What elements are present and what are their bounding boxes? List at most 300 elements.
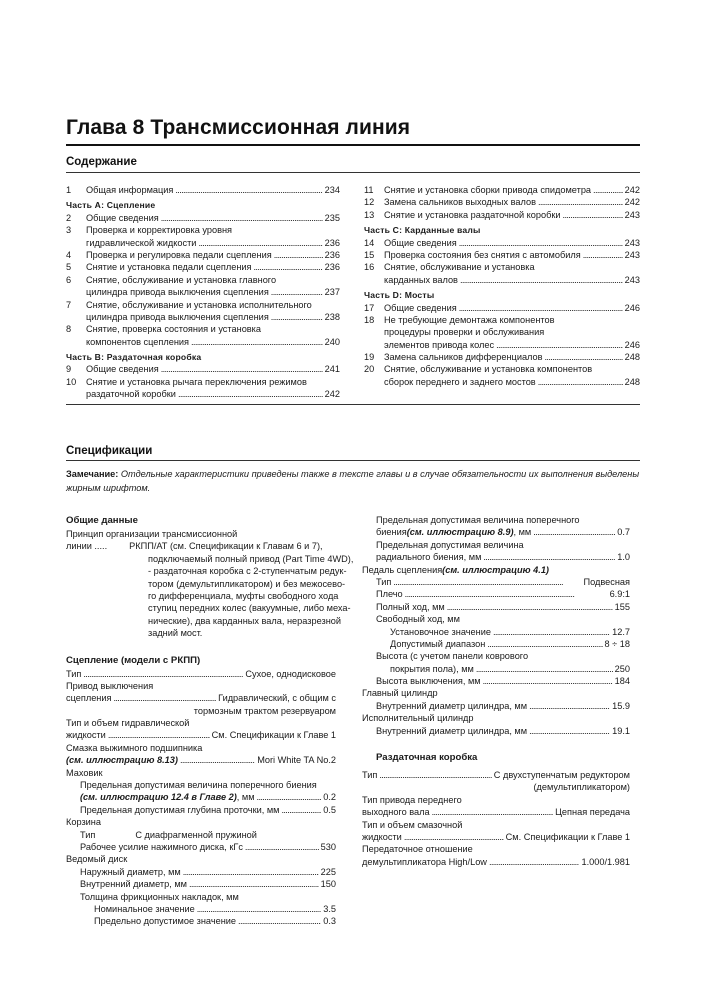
spec-label: Тип bbox=[362, 770, 378, 781]
toc-text: Общие сведения bbox=[86, 212, 159, 223]
toc-line bbox=[364, 302, 640, 314]
spec-leader bbox=[432, 806, 554, 818]
toc-number: 7 bbox=[66, 299, 72, 310]
toc-number: 16 bbox=[364, 262, 375, 273]
spec-leader bbox=[114, 692, 217, 704]
spec-label: Полный ход, мм bbox=[376, 601, 445, 612]
toc-line bbox=[66, 388, 340, 400]
toc-page: 235 bbox=[324, 212, 340, 223]
toc-leader bbox=[198, 237, 322, 249]
spec-leader bbox=[83, 668, 243, 680]
spec-label: покрытия пола), мм bbox=[390, 663, 474, 674]
toc-page: 240 bbox=[324, 336, 340, 347]
toc-entry bbox=[86, 212, 340, 224]
toc-entry bbox=[384, 351, 640, 363]
spec-text: Маховик bbox=[66, 767, 103, 778]
spec-value: подключаемый полный привод (Part Time 4WD), bbox=[148, 553, 354, 564]
spec-leader bbox=[489, 856, 580, 868]
spec-label: Рабочее усилие нажимного диска, кГс bbox=[80, 841, 243, 852]
spec-leader bbox=[189, 878, 319, 890]
contents-bottom-rule bbox=[66, 404, 640, 405]
spec-label: линии ..... bbox=[66, 541, 108, 552]
spec-label: жидкости bbox=[66, 730, 106, 741]
toc-page: 238 bbox=[324, 311, 340, 322]
spec-label: Внутренний диаметр цилиндра, мм bbox=[376, 700, 528, 711]
spec-label: (см. иллюстрацию 8.13) bbox=[66, 755, 178, 766]
spec-row bbox=[362, 663, 630, 675]
spec-row bbox=[66, 692, 336, 704]
toc-line bbox=[66, 184, 340, 196]
toc-page: 236 bbox=[324, 262, 340, 273]
toc-entry bbox=[384, 302, 640, 314]
spec-value: Цепная передача bbox=[555, 807, 630, 818]
toc-leader bbox=[538, 376, 623, 388]
toc-page: 243 bbox=[624, 237, 640, 248]
toc-number: 11 bbox=[364, 185, 374, 195]
toc-leader bbox=[459, 302, 623, 314]
spec-label: демультипликатора High/Low bbox=[362, 856, 487, 867]
spec-value: 250 bbox=[614, 663, 630, 674]
toc-text: элементов привода колес bbox=[384, 339, 495, 350]
toc-entry bbox=[384, 249, 640, 261]
toc-leader bbox=[538, 196, 623, 208]
toc-entry bbox=[86, 261, 340, 273]
toc-leader bbox=[175, 184, 322, 196]
spec-label: сцепления bbox=[66, 693, 112, 704]
toc-page: 236 bbox=[324, 237, 340, 248]
spec-label: жидкости bbox=[362, 831, 402, 842]
toc-line bbox=[66, 311, 340, 323]
spec-row bbox=[362, 675, 630, 687]
toc-line bbox=[364, 339, 640, 351]
toc-number: 12 bbox=[364, 197, 375, 208]
spec-value: Подвесная bbox=[583, 576, 630, 587]
spec-row bbox=[66, 866, 336, 878]
toc-text: сборок переднего и заднего мостов bbox=[384, 376, 536, 387]
toc-entry bbox=[384, 184, 640, 196]
specs-right-column bbox=[362, 514, 630, 868]
spec-label: Внутренний диаметр цилиндра, мм bbox=[376, 725, 528, 736]
spec-label: Плечо bbox=[376, 589, 403, 600]
spec-text-cont bbox=[66, 590, 339, 602]
toc-entry bbox=[384, 196, 640, 208]
spec-leader bbox=[180, 754, 255, 766]
toc-text: Снятие и установка рычага переключения режимов bbox=[86, 376, 307, 387]
toc-line bbox=[66, 376, 340, 388]
spec-leader bbox=[197, 903, 321, 915]
spec-row bbox=[362, 700, 630, 712]
toc-part-heading: Часть В: Раздаточная коробка bbox=[66, 352, 202, 363]
toc-text: Общие сведения bbox=[86, 364, 159, 375]
toc-line bbox=[66, 274, 340, 286]
spec-value: Сухое, однодисковое bbox=[245, 668, 336, 679]
toc-number: 17 bbox=[364, 302, 375, 313]
toc-number: 5 bbox=[66, 262, 72, 273]
toc-leader bbox=[459, 237, 623, 249]
spec-text: Исполнительный цилиндр bbox=[362, 713, 474, 724]
toc-line bbox=[66, 212, 340, 224]
spec-row bbox=[362, 806, 630, 818]
spec-label: Предельная допустимая глубина проточки, мм bbox=[80, 804, 280, 815]
spec-text: Принцип организации трансмиссионной bbox=[66, 529, 238, 539]
spec-leader bbox=[393, 576, 581, 588]
spec-label: (см. иллюстрацию 12.4 в Главе 2) bbox=[80, 792, 237, 803]
toc-line bbox=[364, 314, 640, 326]
spec-value: задний мост. bbox=[148, 628, 203, 639]
spec-row bbox=[66, 668, 336, 680]
spec-row bbox=[362, 831, 630, 843]
spec-leader bbox=[404, 831, 504, 843]
spec-leader bbox=[245, 841, 319, 853]
toc-number: 1 bbox=[66, 185, 72, 195]
spec-value: 0.7 bbox=[617, 527, 630, 538]
spec-text-cont bbox=[66, 578, 346, 590]
note-label: Замечание: bbox=[66, 469, 119, 479]
spec-row bbox=[66, 804, 336, 816]
spec-value: См. Спецификации к Главе 1 bbox=[505, 831, 630, 842]
toc-number: 8 bbox=[66, 324, 72, 335]
spec-unit: , мм bbox=[513, 527, 532, 538]
toc-entry bbox=[86, 336, 340, 348]
toc-line bbox=[66, 336, 340, 348]
spec-leader bbox=[405, 588, 608, 600]
toc-text: Проверка и регулировка педали сцепления bbox=[86, 249, 272, 260]
specs-note bbox=[66, 467, 640, 495]
toc-line bbox=[364, 237, 640, 249]
toc-right-column bbox=[364, 184, 640, 388]
spec-text-cont bbox=[66, 553, 354, 565]
spec-row bbox=[66, 729, 336, 741]
toc-line bbox=[66, 224, 340, 236]
toc-text: Общие сведения bbox=[384, 302, 457, 313]
spec-row bbox=[362, 769, 630, 781]
toc-text: Проверка и корректировка уровня bbox=[86, 225, 233, 236]
toc-text: Общая информация bbox=[86, 185, 174, 195]
spec-label: Установочное значение bbox=[390, 626, 491, 637]
spec-group-heading: Общие данные bbox=[66, 515, 138, 526]
spec-label: Допустимый диапазон bbox=[390, 638, 486, 649]
spec-leader bbox=[108, 729, 210, 741]
toc-line bbox=[66, 286, 340, 298]
spec-value: 530 bbox=[320, 841, 336, 852]
spec-leader bbox=[257, 791, 322, 803]
toc-line bbox=[364, 363, 640, 375]
chapter-title: Глава 8 Трансмиссионная линия bbox=[66, 116, 411, 139]
toc-text: карданных валов bbox=[384, 274, 458, 285]
toc-entry bbox=[86, 237, 340, 249]
toc-number: 10 bbox=[66, 376, 77, 387]
toc-page: 246 bbox=[624, 339, 640, 350]
toc-entry bbox=[384, 339, 640, 351]
toc-page: 237 bbox=[324, 287, 340, 298]
spec-value: 150 bbox=[320, 879, 336, 890]
toc-number: 4 bbox=[66, 249, 72, 260]
toc-text: Проверка состояния без снятия с автомобиля bbox=[384, 249, 581, 260]
toc-text: Снятие, обслуживание и установка компонентов bbox=[384, 364, 593, 375]
spec-value: го дифференциала, муфты свободного хода bbox=[148, 590, 339, 601]
toc-page: 248 bbox=[624, 352, 640, 363]
spec-leader bbox=[529, 700, 610, 712]
toc-line bbox=[364, 261, 640, 273]
spec-value: 0.2 bbox=[323, 792, 336, 803]
spec-value: ступиц передних колес (вакуумные, либо меха- bbox=[148, 603, 351, 614]
spec-leader bbox=[483, 551, 615, 563]
toc-leader bbox=[593, 184, 623, 196]
spec-text-cont bbox=[66, 627, 336, 639]
spec-label: Предельно допустимое значение bbox=[94, 916, 237, 927]
spec-value: С диафрагменной пружиной bbox=[135, 829, 257, 840]
toc-text: раздаточной коробки bbox=[86, 389, 176, 400]
toc-text: компонентов сцепления bbox=[86, 336, 190, 347]
toc-text: Снятие, обслуживание и установка исполнительного bbox=[86, 299, 312, 310]
toc-line bbox=[66, 261, 340, 273]
toc-entry bbox=[86, 388, 340, 400]
toc-line bbox=[66, 363, 340, 375]
spec-text: Толщина фрикционных накладок, мм bbox=[80, 891, 239, 902]
spec-text: Предельная допустимая величина bbox=[376, 539, 524, 550]
spec-value: тормозным трактом резервуаром bbox=[193, 705, 336, 716]
spec-row bbox=[66, 791, 336, 803]
spec-text: Передаточное отношение bbox=[362, 844, 473, 855]
spec-text-cont bbox=[66, 705, 336, 717]
toc-number: 20 bbox=[364, 364, 375, 375]
toc-page: 242 bbox=[324, 389, 340, 400]
spec-leader bbox=[238, 915, 321, 927]
toc-leader bbox=[460, 274, 623, 286]
contents-rule bbox=[66, 172, 640, 173]
spec-row bbox=[66, 754, 336, 766]
toc-part-heading: Часть D: Мосты bbox=[364, 290, 435, 301]
spec-label: выходного вала bbox=[362, 807, 430, 818]
toc-number: 3 bbox=[66, 225, 72, 236]
spec-row bbox=[362, 588, 630, 600]
spec-text: Корзина bbox=[66, 817, 101, 828]
spec-value: Mori White TA No.2 bbox=[257, 755, 336, 766]
spec-row bbox=[66, 829, 336, 841]
spec-text: Смазка выжимного подшипника bbox=[66, 742, 203, 753]
spec-row bbox=[362, 551, 630, 563]
spec-leader bbox=[487, 638, 602, 650]
toc-number: 2 bbox=[66, 212, 72, 223]
spec-text: Высота (с учетом панели коврового bbox=[376, 651, 529, 662]
spec-row bbox=[362, 638, 630, 650]
toc-text: Снятие и установка сборки привода спидометра bbox=[384, 185, 592, 195]
toc-leader bbox=[583, 249, 623, 261]
toc-text: Общие сведения bbox=[384, 237, 457, 248]
spec-value: РКПП/АТ (см. Спецификации к Главам 6 и 7), bbox=[129, 541, 323, 552]
spec-value: 8 ÷ 18 bbox=[604, 638, 630, 649]
toc-line bbox=[364, 326, 640, 338]
toc-number: 18 bbox=[364, 314, 375, 325]
spec-label: Педаль сцепления bbox=[362, 564, 443, 575]
spec-text: Тип и объем гидравлической bbox=[66, 718, 190, 729]
spec-text: Предельная допустимая величина поперечного биения bbox=[80, 780, 317, 791]
spec-row bbox=[66, 540, 336, 552]
toc-line bbox=[364, 351, 640, 363]
spec-value: С двухступенчатым редуктором bbox=[493, 770, 630, 781]
toc-number: 9 bbox=[66, 364, 72, 375]
toc-line bbox=[364, 274, 640, 286]
toc-leader bbox=[496, 339, 623, 351]
spec-row bbox=[362, 601, 630, 613]
toc-page: 236 bbox=[324, 249, 340, 260]
toc-text: Снятие и установка педали сцепления bbox=[86, 262, 252, 273]
toc-leader bbox=[161, 212, 323, 224]
spec-value: 1.0 bbox=[617, 552, 630, 563]
spec-text: Привод выключения bbox=[66, 680, 154, 691]
spec-text-cont bbox=[362, 781, 630, 793]
toc-page: 248 bbox=[624, 376, 640, 387]
spec-leader bbox=[529, 725, 610, 737]
spec-value: 0.5 bbox=[323, 804, 336, 815]
toc-entry bbox=[86, 286, 340, 298]
spec-row bbox=[66, 841, 336, 853]
spec-text: Тип привода переднего bbox=[362, 794, 462, 805]
spec-value: 19.1 bbox=[612, 725, 630, 736]
spec-row bbox=[362, 576, 630, 588]
spec-value: 6.9:1 bbox=[609, 589, 630, 600]
toc-leader bbox=[271, 311, 323, 323]
spec-value: 12.7 bbox=[612, 626, 630, 637]
spec-leader bbox=[476, 663, 613, 675]
toc-leader bbox=[191, 336, 323, 348]
toc-entry bbox=[384, 237, 640, 249]
spec-text-cont bbox=[66, 565, 347, 577]
spec-text-cont bbox=[66, 615, 342, 627]
toc-leader bbox=[161, 363, 323, 375]
spec-text: Свободный ход, мм bbox=[376, 614, 460, 625]
toc-page: 243 bbox=[624, 249, 640, 260]
toc-text: Замена сальников выходных валов bbox=[384, 197, 536, 208]
specs-heading: Спецификации bbox=[66, 445, 153, 457]
toc-text: Замена сальников дифференциалов bbox=[384, 352, 543, 363]
spec-label: Тип bbox=[80, 829, 96, 840]
toc-line bbox=[364, 376, 640, 388]
spec-row bbox=[362, 564, 630, 576]
toc-entry bbox=[384, 274, 640, 286]
spec-leader bbox=[493, 626, 610, 638]
toc-page: 234 bbox=[324, 185, 340, 195]
spec-value: 1.000/1.981 bbox=[581, 856, 630, 867]
toc-text: Снятие, обслуживание и установка bbox=[384, 262, 535, 273]
spec-label: Наружный диаметр, мм bbox=[80, 866, 181, 877]
spec-text: Ведомый диск bbox=[66, 854, 128, 865]
spec-leader bbox=[282, 804, 322, 816]
toc-text: Снятие и установка раздаточной коробки bbox=[384, 209, 561, 220]
spec-reference: (см. иллюстрацию 4.1) bbox=[442, 564, 549, 575]
toc-page: 243 bbox=[624, 209, 640, 220]
specs-rule bbox=[66, 460, 640, 461]
toc-text: процедуры проверки и обслуживания bbox=[384, 327, 545, 338]
spec-group-heading: Раздаточная коробка bbox=[376, 752, 478, 764]
contents-heading: Содержание bbox=[66, 156, 137, 168]
spec-text: Главный цилиндр bbox=[362, 688, 438, 699]
spec-value: 184 bbox=[614, 676, 630, 687]
spec-value: (демультипликатором) bbox=[533, 782, 630, 793]
toc-text: Снятие, обслуживание и установка главного bbox=[86, 274, 277, 285]
toc-text: цилиндра привода выключения сцепления bbox=[86, 311, 269, 322]
toc-number: 6 bbox=[66, 274, 72, 285]
spec-value: нические), два карданных вала, неразрезной bbox=[148, 615, 342, 626]
toc-entry bbox=[86, 184, 340, 196]
toc-text: Не требующие демонтажа компонентов bbox=[384, 314, 555, 325]
spec-row bbox=[362, 526, 630, 538]
toc-number: 19 bbox=[364, 352, 375, 363]
spec-value: Гидравлический, с общим с bbox=[218, 693, 336, 704]
spec-row bbox=[66, 915, 336, 927]
toc-text: Снятие, проверка состояния и установка bbox=[86, 324, 262, 335]
spec-group-heading: Сцепление (модели с РКПП) bbox=[66, 654, 201, 666]
toc-line bbox=[364, 196, 640, 208]
toc-line bbox=[364, 249, 640, 261]
spec-label: Тип bbox=[376, 576, 392, 587]
spec-unit: , мм bbox=[236, 792, 255, 803]
toc-entry bbox=[86, 249, 340, 261]
spec-leader bbox=[483, 675, 613, 687]
spec-leader bbox=[379, 769, 491, 781]
toc-leader bbox=[178, 388, 323, 400]
spec-text: Предельная допустимая величина поперечного bbox=[376, 515, 580, 525]
spec-label: радиального биения, мм bbox=[376, 552, 482, 563]
spec-label: Номинальное значение bbox=[94, 903, 195, 914]
toc-line bbox=[364, 184, 640, 196]
spec-row bbox=[362, 856, 630, 868]
spec-row bbox=[66, 903, 336, 915]
spec-text: Тип и объем смазочной bbox=[362, 819, 463, 830]
toc-part-heading: Часть С: Карданные валы bbox=[364, 225, 481, 236]
spec-value: тором (демультипликатором) и без межосево- bbox=[148, 578, 346, 589]
toc-page: 241 bbox=[324, 364, 340, 375]
toc-page: 242 bbox=[624, 185, 640, 195]
spec-value: См. Спецификации к Главе 1 bbox=[211, 730, 336, 741]
spec-label: биения bbox=[376, 527, 407, 538]
toc-leader bbox=[274, 249, 323, 261]
spec-leader bbox=[533, 526, 615, 538]
spec-row bbox=[66, 878, 336, 890]
toc-leader bbox=[271, 286, 323, 298]
toc-number: 14 bbox=[364, 237, 375, 248]
toc-leader bbox=[563, 209, 623, 221]
spec-row bbox=[362, 725, 630, 737]
toc-text: цилиндра привода выключения сцепления bbox=[86, 287, 269, 298]
toc-entry bbox=[384, 209, 640, 221]
title-rule bbox=[66, 144, 640, 146]
toc-page: 242 bbox=[624, 197, 640, 208]
toc-left-column bbox=[66, 184, 340, 401]
spec-value: 155 bbox=[614, 601, 630, 612]
spec-value: 0.3 bbox=[323, 916, 336, 927]
toc-entry bbox=[86, 363, 340, 375]
toc-line bbox=[66, 323, 340, 335]
toc-line bbox=[66, 249, 340, 261]
toc-line bbox=[66, 237, 340, 249]
toc-leader bbox=[254, 261, 323, 273]
spec-text-cont bbox=[66, 602, 351, 614]
spec-leader bbox=[447, 601, 613, 613]
spec-reference: (см. иллюстрацию 8.9) bbox=[406, 527, 514, 538]
spec-value: 15.9 bbox=[612, 700, 630, 711]
spec-value: 225 bbox=[320, 866, 336, 877]
spec-spacer bbox=[362, 737, 630, 751]
note-text: Отдельные характеристики приведены также в тексте главы и в случае обязательности их выполнения выделены жирным шрифтом. bbox=[66, 469, 640, 493]
toc-line bbox=[364, 209, 640, 221]
toc-page: 243 bbox=[624, 274, 640, 285]
toc-number: 15 bbox=[364, 249, 375, 260]
spec-row bbox=[362, 626, 630, 638]
toc-entry bbox=[384, 376, 640, 388]
spec-label: Тип bbox=[66, 668, 82, 679]
toc-leader bbox=[545, 351, 623, 363]
